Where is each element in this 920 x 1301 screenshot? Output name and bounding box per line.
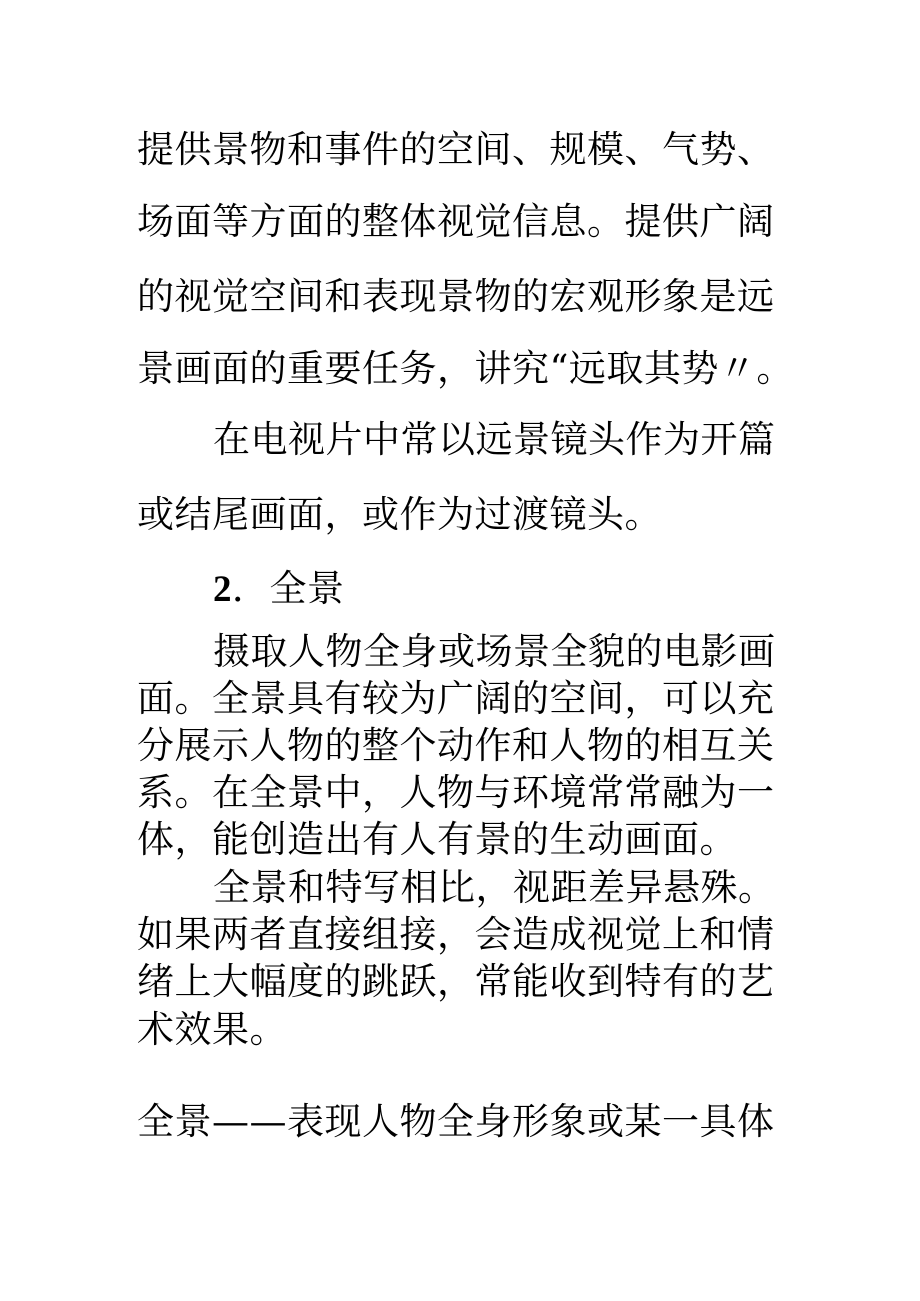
text-line: 如果两者直接组接，会造成视觉上和情: [137, 913, 775, 956]
heading-number: 2: [213, 569, 232, 610]
text-line: 或结尾画面，或作为过渡镜头。: [137, 493, 662, 536]
text-line: 提供景物和事件的空间、规模、气势、: [137, 128, 775, 171]
text-line: 分展示人物的整个动作和人物的相互关: [137, 724, 775, 767]
text-line: 术效果。: [137, 1008, 287, 1051]
text-line: 绪上大幅度的跳跃，常能收到特有的艺: [137, 960, 775, 1003]
text-line: 景画面的重要任务，讲究“远取其势〃。: [137, 347, 794, 390]
text-line: 体，能创造出有人有景的生动画面。: [137, 818, 737, 861]
text-line: 在电视片中常以远景镜头作为开篇: [213, 418, 776, 461]
text-line: 场面等方面的整体视觉信息。提供广阔: [137, 200, 775, 243]
heading-text: ．全景: [232, 567, 345, 610]
text-line: 全景——表现人物全身形象或某一具体: [137, 1100, 775, 1143]
section-heading: [213, 567, 345, 611]
text-line: 系。在全景中，人物与环境常常融为一: [137, 771, 775, 814]
text-line: 面。全景具有较为广阔的空间，可以充: [137, 677, 775, 720]
text-line: 的视觉空间和表现景物的宏观形象是远: [137, 275, 775, 318]
text-line: 全景和特写相比，视距差异悬殊。: [213, 866, 776, 909]
text-line: 摄取人物全身或场景全貌的电影画: [213, 630, 776, 673]
